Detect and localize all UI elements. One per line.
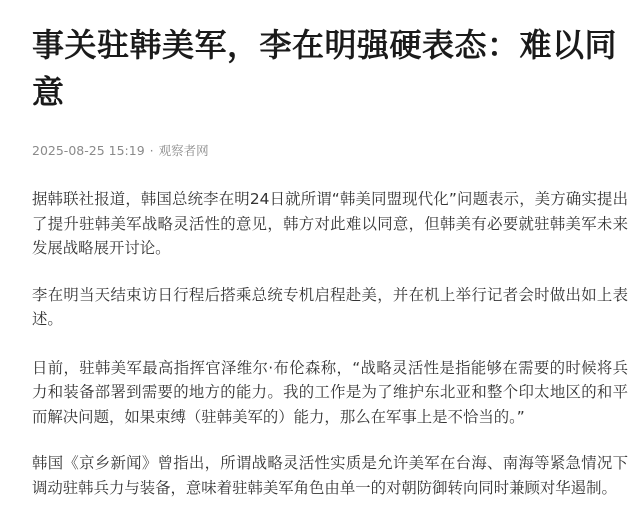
article-title: 事关驻韩美军，李在明强硬表态：难以同意 [32, 26, 618, 111]
article-meta [32, 143, 628, 159]
paragraph-1: 据韩联社报道，韩国总统李在明24日就所谓“韩美同盟现代化”问题表示，美方确实提出了提升驻韩美军战略灵活性的意见，韩方对此难以同意，但韩美有必要就驻韩美军未来发展战略展开讨论。 [32, 190, 628, 257]
article [32, 22, 628, 522]
paragraph-4: 韩国《京乡新闻》曾指出，所谓战略灵活性实质是允许美军在台海、南海等紧急情况下调动驻韩兵力与装备，意味着驻韩美军角色由单一的对朝防御转向同时兼顾对华遏制。 [32, 454, 628, 497]
source-name: 观察者网 [158, 143, 209, 158]
article-body [32, 187, 628, 500]
meta-separator: · [149, 143, 154, 158]
paragraph-3: 日前，驻韩美军最高指挥官泽维尔·布伦森称，“战略灵活性是指能够在需要的时候将兵力和装备部署到需要的地方的能力。我的工作是为了维护东北亚和整个印太地区的和平而解决问题，如果束缚（驻韩美军的）能力，那么在军事上是不恰当的。” [32, 358, 628, 426]
publish-date: 2025-08-25 15:19 [32, 143, 145, 158]
paragraph-2: 李在明当天结束访日行程后搭乘总统专机启程赴美，并在机上举行记者会时做出如上表述。 [32, 285, 628, 328]
